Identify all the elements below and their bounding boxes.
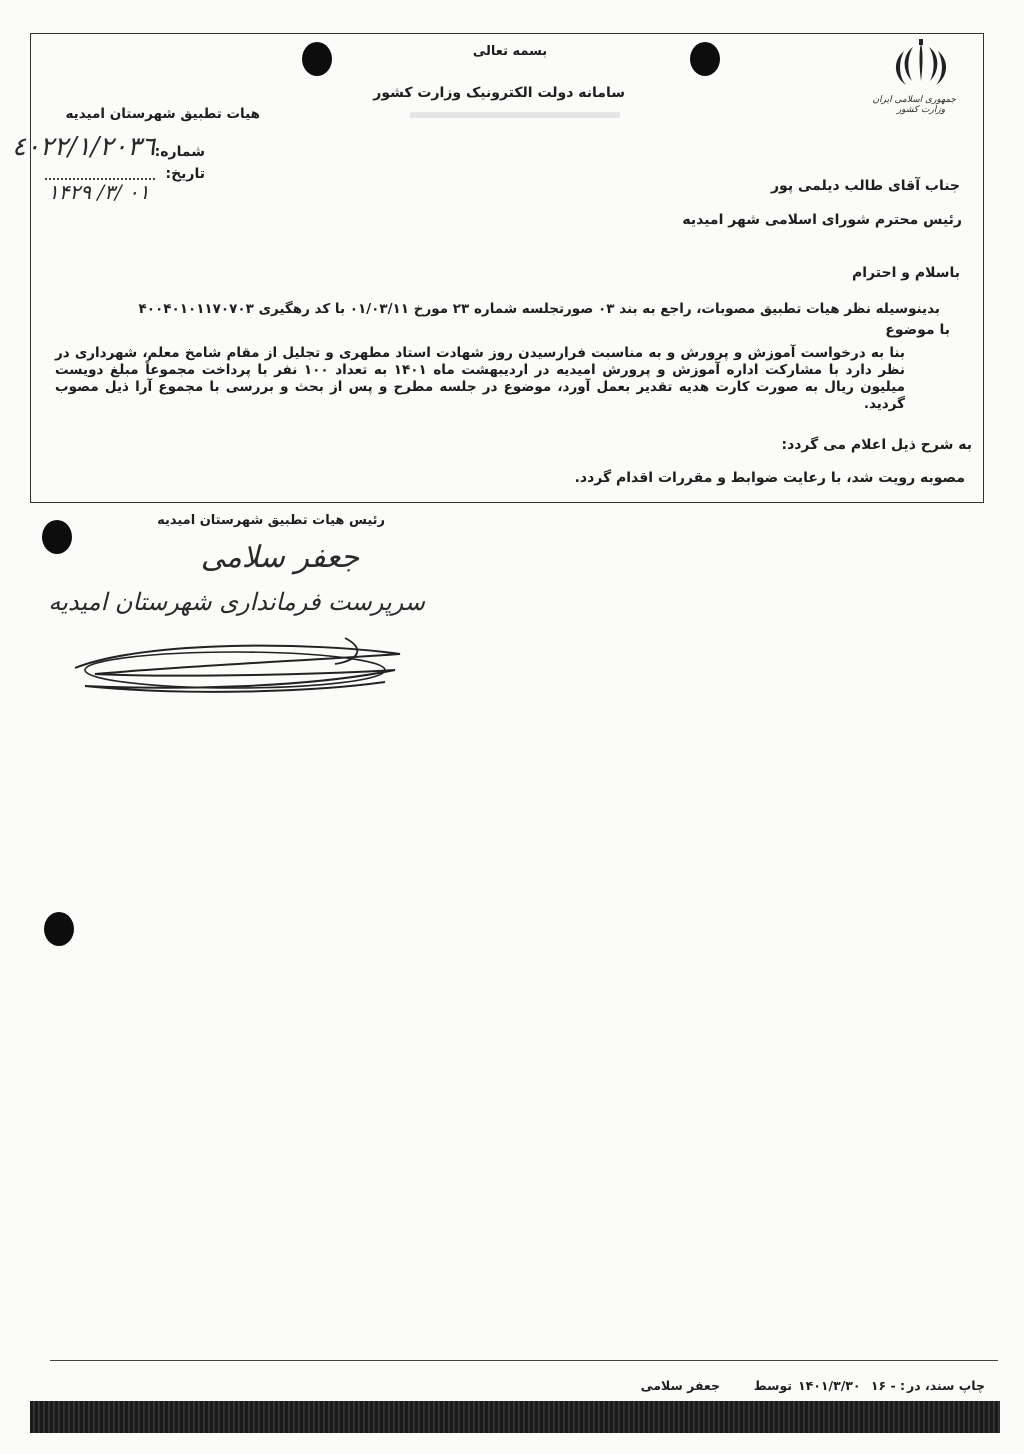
system-title: سامانه دولت الکترونیک وزارت کشور [373, 85, 625, 101]
iran-emblem-icon [886, 37, 956, 89]
punch-hole-lower [44, 912, 74, 946]
invocation: بسمه تعالی [472, 44, 548, 59]
subject-label: با موضوع [885, 322, 950, 338]
recipient-name: جناب آقای طالب دیلمی پور [771, 178, 960, 194]
emblem-caption-1: جمهوری اسلامی ایران [872, 95, 956, 105]
recipient-title: رئیس محترم شورای اسلامی شهر امیدیه [682, 212, 962, 228]
subject-body: بنا به درخواست آموزش و پرورش و به مناسبت فرارسیدن روز شهادت استاد مطهری و تجلیل از مقام شامخ معلم، شهرداری در نظر دارد با مشارکت اداره آموزش و پرورش امیدیه در اردیبهشت ماه ۱۴۰۱ به تعداد ۱۰۰ نفر با پرداخت مجموعاً مبلغ دویست میلیون ریال به صورت کارت هدیه تقدیر بعمل آورد، موضوع در جلسه مطرح و پس از بحث و بررسی با مجموع آرا ذیل مصوب گردید. [55, 345, 905, 412]
decision-line: مصوبه رویت شد، با رعایت ضوابط و مقررات اقدام گردد. [574, 470, 965, 486]
print-time: ۱۶ - : [870, 1378, 905, 1393]
date-value: ١۴٠١ /٣/ ٢٩ [48, 180, 150, 204]
punch-hole-middle [42, 520, 72, 554]
faded-stamp-text [410, 112, 620, 118]
print-by-label: توسط [753, 1378, 792, 1393]
issuer: هیات تطبیق شهرستان امیدیه [65, 106, 260, 122]
handwritten-role: سرپرست فرمانداری شهرستان امیدیه [48, 588, 425, 616]
announce-line: به شرح ذیل اعلام می گردد: [781, 437, 972, 453]
print-label: چاپ سند، در [907, 1378, 985, 1393]
number-label: شماره: [154, 144, 205, 160]
scan-edge-bar [30, 1401, 1000, 1433]
number-value: ٤٠٢٢/١/٢٠٣٦ [12, 132, 156, 162]
signature-scribble [65, 630, 410, 700]
printed-by: جعفر سلامی [640, 1378, 720, 1393]
emblem-caption-2: وزارت کشور [896, 105, 946, 115]
iran-emblem [872, 37, 956, 127]
print-date: ۱۴۰۱/۳/۳۰ [798, 1378, 861, 1393]
handwritten-name: جعفر سلامی [200, 540, 360, 575]
date-label: تاریخ: [165, 166, 205, 182]
footer-rule [50, 1360, 998, 1361]
greeting: باسلام و احترام [852, 265, 960, 281]
signature-title: رئیس هیات تطبیق شهرستان امیدیه [157, 513, 385, 528]
intro-line: بدینوسیله نظر هیات تطبیق مصوبات، راجع به بند ۰۳ صورتجلسه شماره ۲۳ مورخ ۰۱/۰۳/۱۱ با کد رهگیری ۴۰۰۴۰۱۰۱۱۷۰۷۰۳ [138, 301, 940, 317]
